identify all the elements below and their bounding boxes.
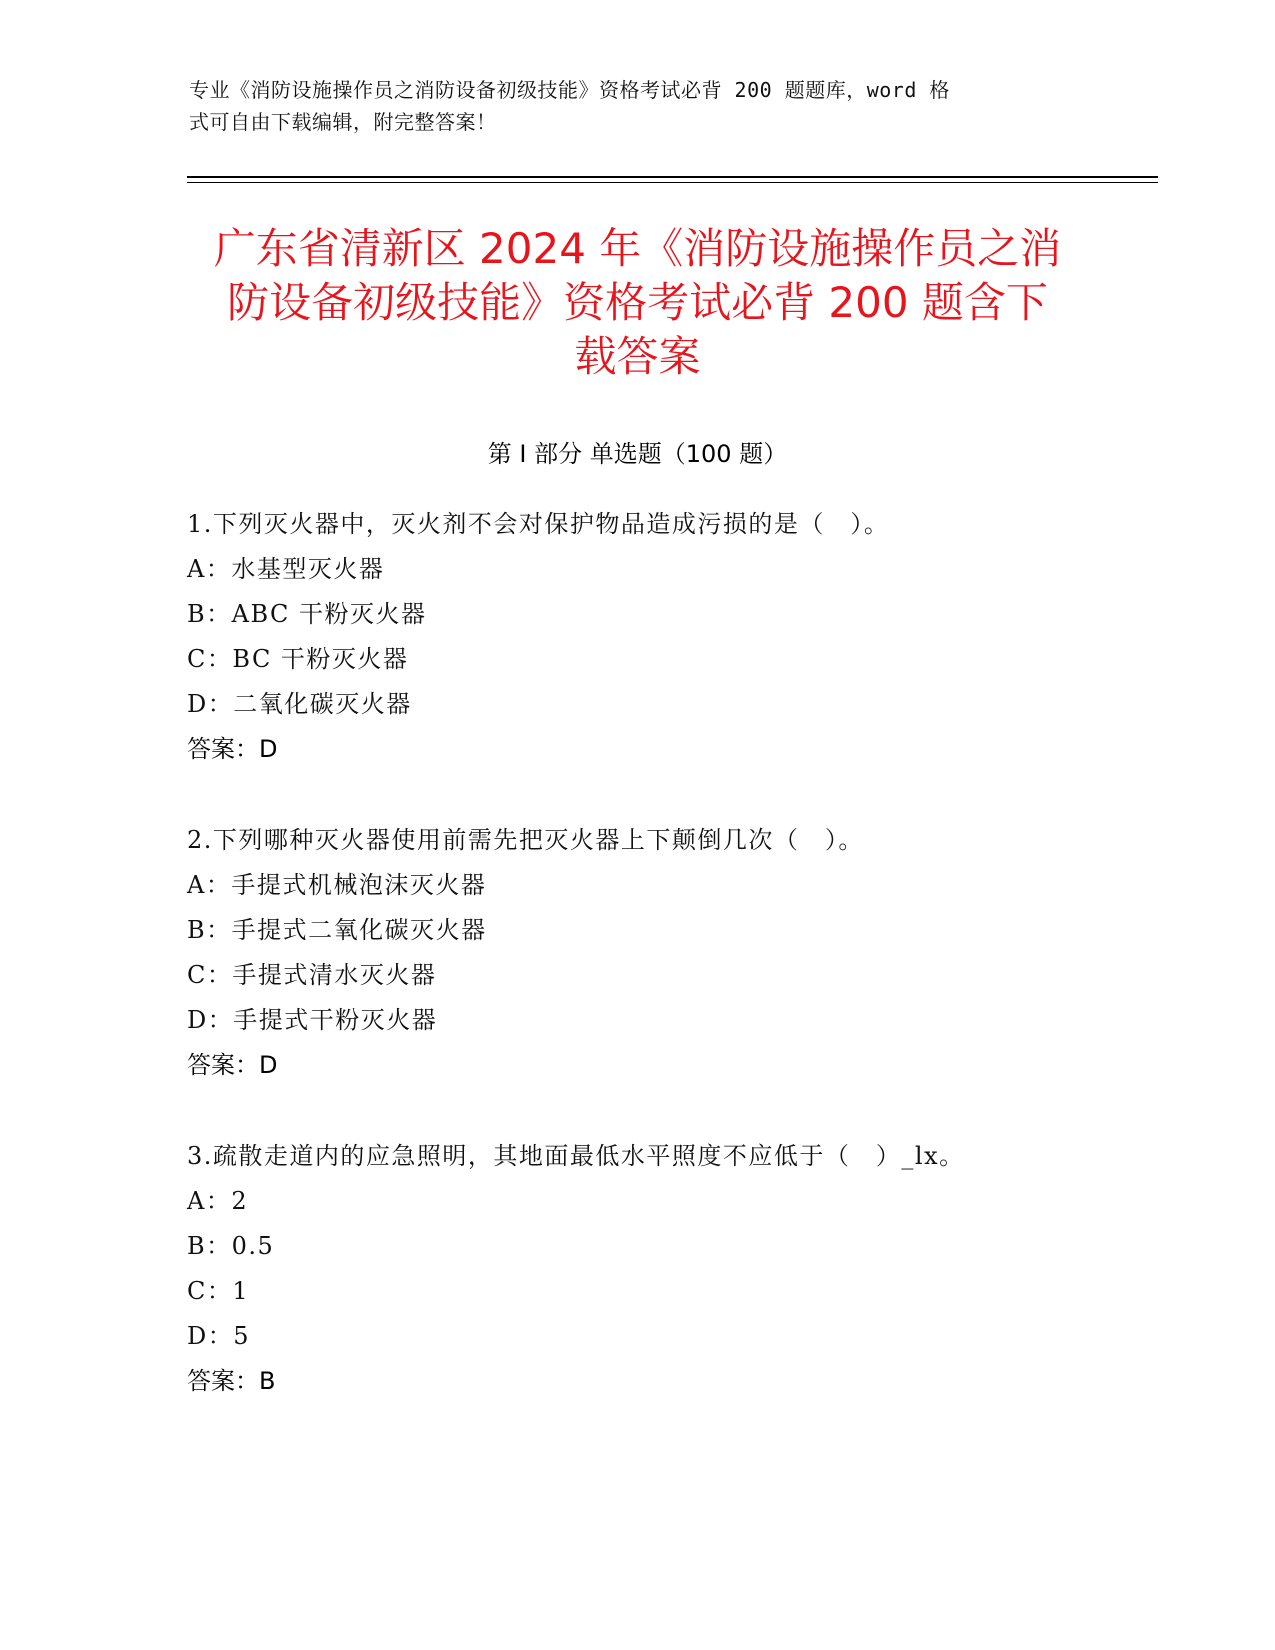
option-a: A：水基型灭火器 xyxy=(187,555,385,583)
option-a: A：手提式机械泡沫灭火器 xyxy=(187,871,487,899)
title-line-2: 防设备初级技能》资格考试必背 200 题含下 xyxy=(227,278,1048,327)
header-note xyxy=(189,74,1089,138)
option-d: D：二氧化碳灭火器 xyxy=(187,690,412,718)
question-3 xyxy=(187,1134,1147,1404)
section-heading: 第 I 部分 单选题（100 题） xyxy=(487,440,788,468)
question-stem: 2.下列哪种灭火器使用前需先把灭火器上下颠倒几次（ ）。 xyxy=(187,826,864,854)
title-line-1: 广东省清新区 2024 年《消防设施操作员之消 xyxy=(213,224,1062,273)
option-d: D：5 xyxy=(187,1322,251,1350)
answer: 答案：D xyxy=(187,735,278,763)
option-b: B：0.5 xyxy=(187,1232,275,1260)
header-note-line-1: 专业《消防设施操作员之消防设备初级技能》资格考试必背 200 题题库，word 格 xyxy=(189,78,950,102)
option-c: C：1 xyxy=(187,1277,250,1305)
option-a: A：2 xyxy=(187,1187,249,1215)
option-d: D：手提式干粉灭火器 xyxy=(187,1006,438,1034)
option-b: B：ABC 干粉灭火器 xyxy=(187,600,427,628)
question-stem: 3.疏散走道内的应急照明，其地面最低水平照度不应低于（ ）_lx。 xyxy=(187,1142,965,1170)
answer: 答案：D xyxy=(187,1051,278,1079)
question-stem: 1.下列灭火器中，灭火剂不会对保护物品造成污损的是（ ）。 xyxy=(187,510,890,538)
option-c: C：BC 干粉灭火器 xyxy=(187,645,409,673)
header-divider-thick xyxy=(187,176,1158,178)
header-divider-thin xyxy=(187,182,1158,183)
title-line-3: 载答案 xyxy=(574,332,701,381)
answer: 答案：B xyxy=(187,1367,276,1395)
question-2 xyxy=(187,818,1147,1088)
option-c: C：手提式清水灭火器 xyxy=(187,961,437,989)
document-title xyxy=(170,222,1105,384)
header-note-line-2: 式可自由下载编辑，附完整答案！ xyxy=(189,110,497,134)
option-b: B：手提式二氧化碳灭火器 xyxy=(187,916,487,944)
question-1 xyxy=(187,502,1147,772)
